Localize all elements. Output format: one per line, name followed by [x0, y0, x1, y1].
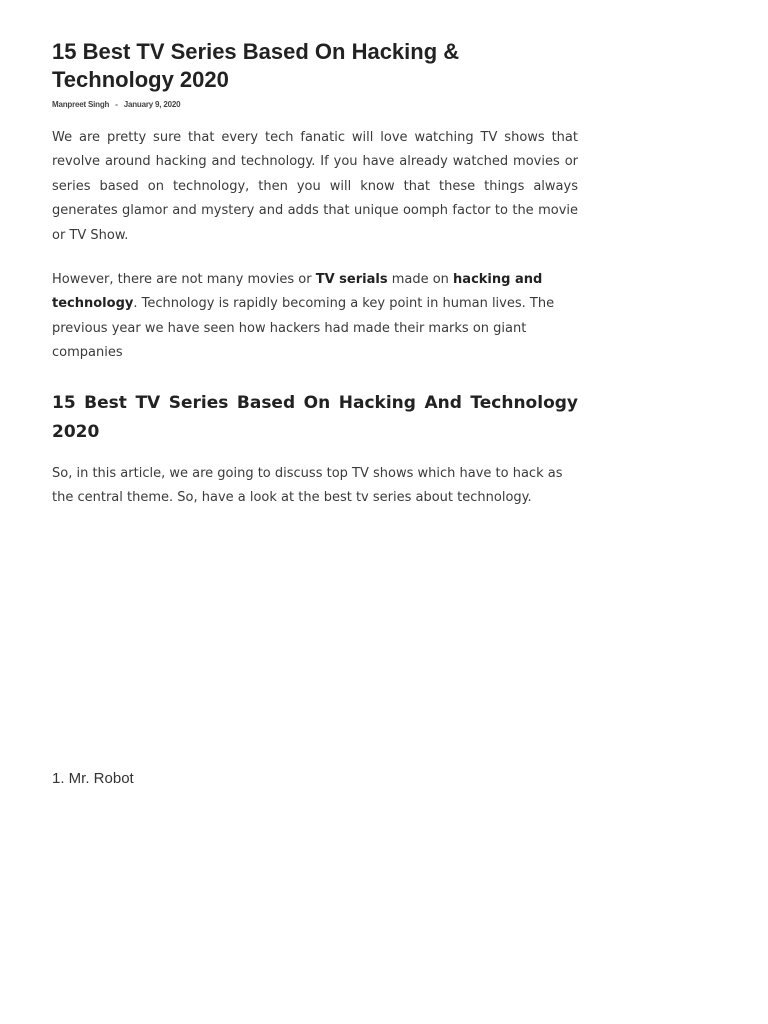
list-item-mr-robot: 1. Mr. Robot: [52, 770, 134, 787]
section-heading: 15 Best TV Series Based On Hacking And Technology 2020: [52, 393, 578, 442]
bold-hacking-technology: hacking and technology: [52, 272, 543, 312]
article-meta: [52, 100, 180, 109]
meta-separator: -: [115, 100, 118, 109]
third-paragraph: So, in this article, we are going to discuss top TV shows which have to hack as the central theme. So, have a look at the best tv series about technology.: [52, 466, 563, 506]
second-paragraph: [52, 268, 578, 366]
paragraph-text: made on: [387, 272, 454, 287]
paragraph-text: However, there are not many movies or: [52, 272, 316, 287]
intro-paragraph: We are pretty sure that every tech fanatic will love watching TV shows that revolve around hacking and technology. If you have already watched movies or series based on technology, then you will know that these things always generates glamor and mystery and adds that unique oomph factor to the movie or TV Show.: [52, 130, 578, 243]
publish-date: January 9, 2020: [123, 100, 181, 109]
paragraph-text: . Technology is rapidly becoming a key point in human lives. The previous year we have seen how hackers had made their marks on giant companies: [52, 296, 555, 361]
author-name[interactable]: Manpreet Singh: [52, 100, 110, 109]
article-title: 15 Best TV Series Based On Hacking & Technology 2020: [52, 39, 460, 92]
bold-tv-serials: TV serials: [315, 272, 388, 287]
